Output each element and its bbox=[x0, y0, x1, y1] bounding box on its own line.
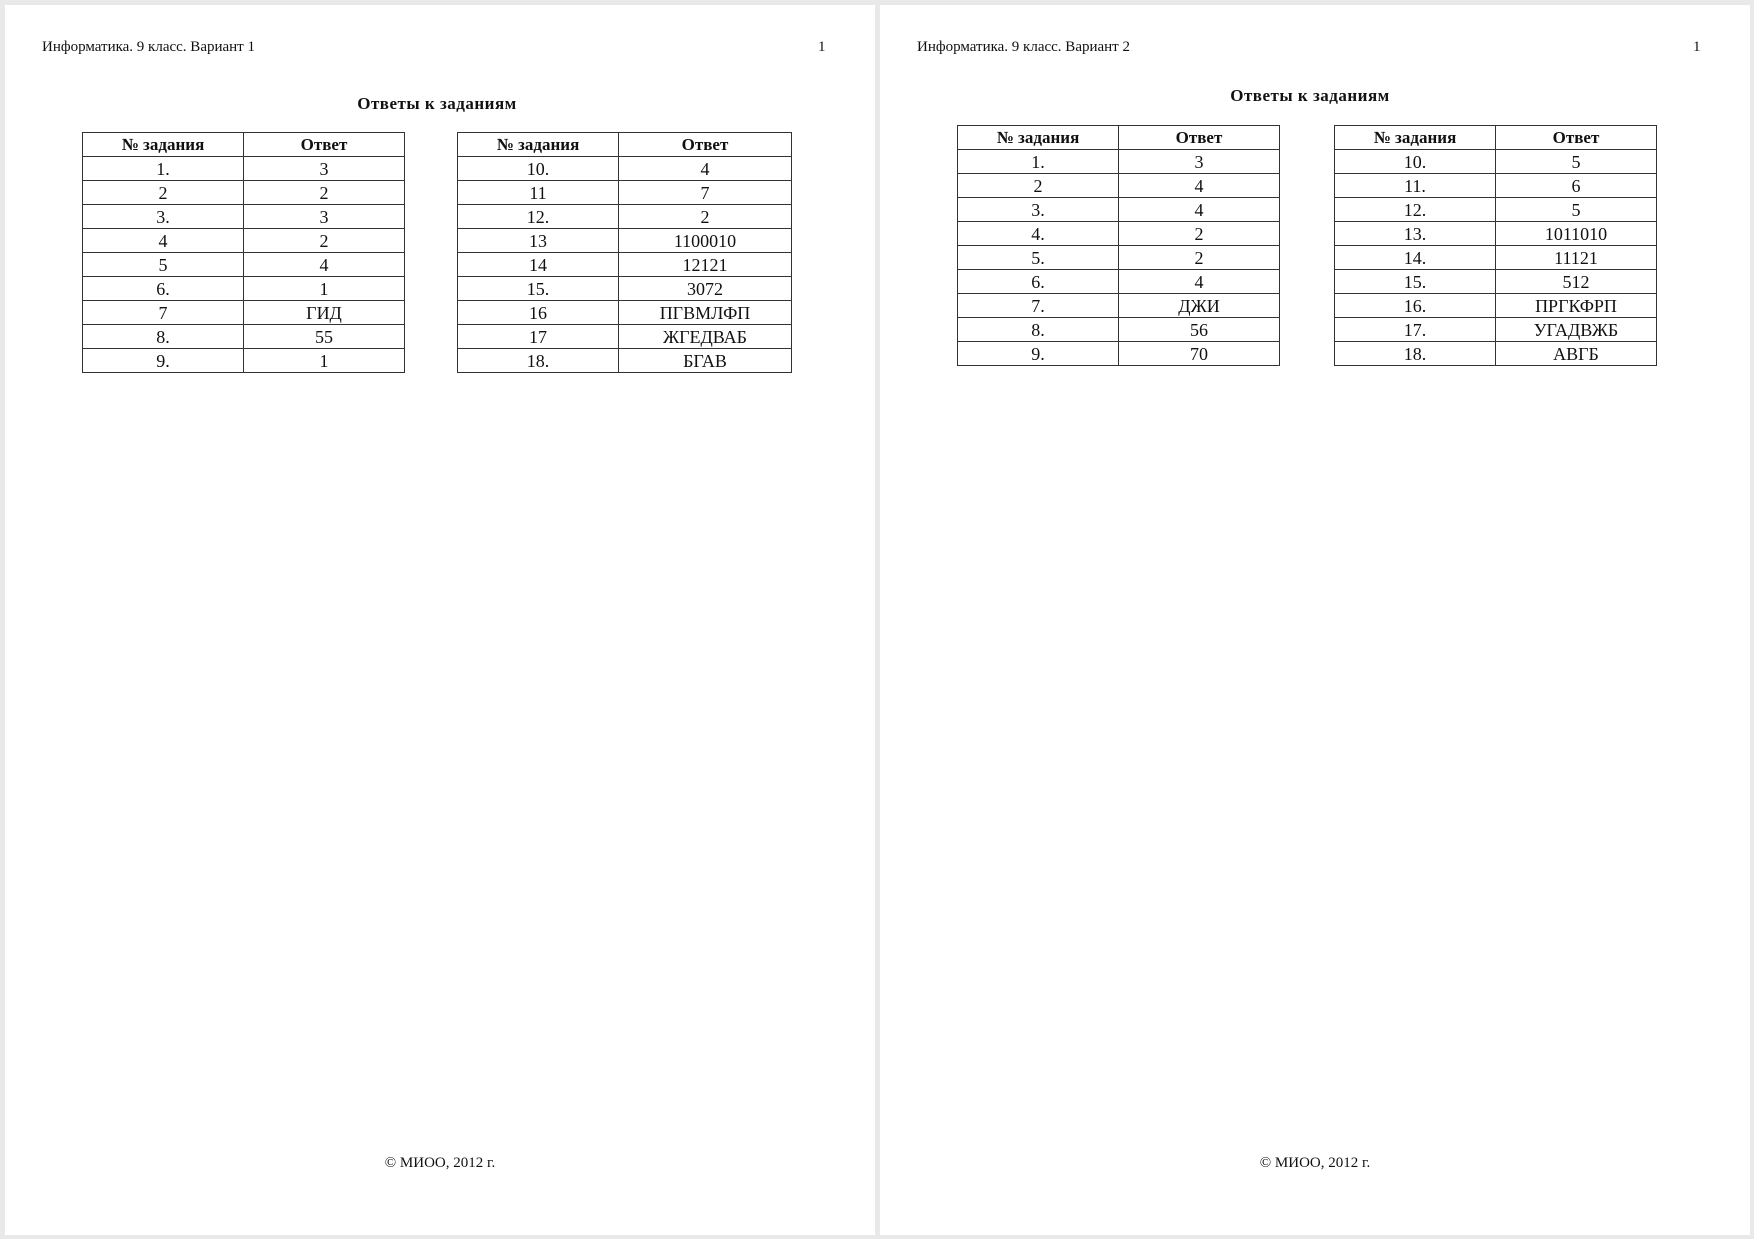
task-number-cell: 3. bbox=[958, 198, 1119, 222]
table-header-row bbox=[458, 133, 792, 157]
answer-cell: 70 bbox=[1119, 342, 1280, 366]
page-number: 1 bbox=[1693, 39, 1701, 55]
task-number-cell: 11 bbox=[458, 181, 619, 205]
task-number-cell: 15. bbox=[458, 277, 619, 301]
document-page-variant-1 bbox=[5, 5, 875, 1235]
answer-cell: 2 bbox=[619, 205, 792, 229]
page-number: 1 bbox=[818, 39, 826, 55]
task-number-cell: 8. bbox=[83, 325, 244, 349]
page-header-title: Информатика. 9 класс. Вариант 1 bbox=[42, 39, 255, 55]
answer-cell: 4 bbox=[1119, 174, 1280, 198]
answer-cell: АВГБ bbox=[1496, 342, 1657, 366]
answer-cell: 1011010 bbox=[1496, 222, 1657, 246]
task-number-cell: 13 bbox=[458, 229, 619, 253]
section-title: Ответы к заданиям bbox=[357, 94, 517, 113]
table-row bbox=[83, 229, 405, 253]
task-number-cell: 18. bbox=[458, 349, 619, 373]
table-row bbox=[958, 318, 1280, 342]
answer-cell: ДЖИ bbox=[1119, 294, 1280, 318]
table-row bbox=[458, 181, 792, 205]
task-number-cell: 16. bbox=[1335, 294, 1496, 318]
answer-cell: 3072 bbox=[619, 277, 792, 301]
task-number-cell: 6. bbox=[958, 270, 1119, 294]
answer-cell: УГАДВЖБ bbox=[1496, 318, 1657, 342]
answer-cell: 12121 bbox=[619, 253, 792, 277]
task-number-cell: 8. bbox=[958, 318, 1119, 342]
table-row bbox=[1335, 150, 1657, 174]
task-number-cell: 7. bbox=[958, 294, 1119, 318]
table-header-row bbox=[958, 126, 1280, 150]
table-row bbox=[458, 157, 792, 181]
table-row bbox=[958, 270, 1280, 294]
table-row bbox=[458, 229, 792, 253]
task-number-cell: 10. bbox=[1335, 150, 1496, 174]
column-header-task: № задания bbox=[958, 126, 1119, 150]
task-number-cell: 9. bbox=[83, 349, 244, 373]
answer-cell: 11121 bbox=[1496, 246, 1657, 270]
answers-table-left bbox=[957, 125, 1280, 366]
task-number-cell: 14. bbox=[1335, 246, 1496, 270]
task-number-cell: 5. bbox=[958, 246, 1119, 270]
table-row bbox=[1335, 174, 1657, 198]
answer-cell: 4 bbox=[619, 157, 792, 181]
task-number-cell: 17 bbox=[458, 325, 619, 349]
task-number-cell: 14 bbox=[458, 253, 619, 277]
answer-cell: 5 bbox=[1496, 150, 1657, 174]
column-header-answer: Ответ bbox=[1496, 126, 1657, 150]
task-number-cell: 2 bbox=[83, 181, 244, 205]
table-row bbox=[83, 205, 405, 229]
table-row bbox=[83, 301, 405, 325]
task-number-cell: 3. bbox=[83, 205, 244, 229]
answer-cell: 1 bbox=[244, 349, 405, 373]
task-number-cell: 5 bbox=[83, 253, 244, 277]
task-number-cell: 12. bbox=[458, 205, 619, 229]
table-row bbox=[1335, 294, 1657, 318]
document-page-variant-2 bbox=[880, 5, 1750, 1235]
task-number-cell: 2 bbox=[958, 174, 1119, 198]
table-row bbox=[83, 325, 405, 349]
table-row bbox=[958, 150, 1280, 174]
page-header-title: Информатика. 9 класс. Вариант 2 bbox=[917, 39, 1130, 55]
task-number-cell: 12. bbox=[1335, 198, 1496, 222]
answer-cell: ПРГКФРП bbox=[1496, 294, 1657, 318]
column-header-answer: Ответ bbox=[1119, 126, 1280, 150]
table-row bbox=[1335, 222, 1657, 246]
task-number-cell: 13. bbox=[1335, 222, 1496, 246]
table-row bbox=[1335, 198, 1657, 222]
answer-cell: ГИД bbox=[244, 301, 405, 325]
answer-cell: 2 bbox=[244, 181, 405, 205]
answer-cell: 4 bbox=[1119, 270, 1280, 294]
answer-cell: 3 bbox=[244, 157, 405, 181]
answers-table-left bbox=[82, 132, 405, 373]
answer-cell: ЖГЕДВАБ bbox=[619, 325, 792, 349]
answer-cell: 55 bbox=[244, 325, 405, 349]
table-row bbox=[958, 174, 1280, 198]
table-row bbox=[83, 181, 405, 205]
table-row bbox=[458, 349, 792, 373]
answer-cell: 2 bbox=[1119, 222, 1280, 246]
table-row bbox=[458, 325, 792, 349]
table-row bbox=[1335, 270, 1657, 294]
page-footer-copyright: © МИОО, 2012 г. bbox=[1259, 1155, 1371, 1171]
table-row bbox=[458, 205, 792, 229]
table-row bbox=[958, 198, 1280, 222]
answers-table-right bbox=[457, 132, 792, 373]
table-row bbox=[83, 349, 405, 373]
table-row bbox=[1335, 342, 1657, 366]
table-row bbox=[83, 157, 405, 181]
task-number-cell: 1. bbox=[958, 150, 1119, 174]
task-number-cell: 4. bbox=[958, 222, 1119, 246]
answer-cell: БГАВ bbox=[619, 349, 792, 373]
page-footer-copyright: © МИОО, 2012 г. bbox=[384, 1155, 496, 1171]
answer-cell: 7 bbox=[619, 181, 792, 205]
task-number-cell: 11. bbox=[1335, 174, 1496, 198]
table-row bbox=[958, 246, 1280, 270]
task-number-cell: 18. bbox=[1335, 342, 1496, 366]
task-number-cell: 16 bbox=[458, 301, 619, 325]
table-row bbox=[958, 222, 1280, 246]
section-title: Ответы к заданиям bbox=[1230, 86, 1390, 105]
column-header-task: № задания bbox=[1335, 126, 1496, 150]
answer-cell: ПГВМЛФП bbox=[619, 301, 792, 325]
column-header-task: № задания bbox=[83, 133, 244, 157]
task-number-cell: 15. bbox=[1335, 270, 1496, 294]
table-row bbox=[458, 253, 792, 277]
answer-cell: 512 bbox=[1496, 270, 1657, 294]
table-row bbox=[1335, 246, 1657, 270]
answers-table-right bbox=[1334, 125, 1657, 366]
answer-cell: 6 bbox=[1496, 174, 1657, 198]
table-row bbox=[83, 277, 405, 301]
answer-cell: 2 bbox=[244, 229, 405, 253]
task-number-cell: 10. bbox=[458, 157, 619, 181]
answer-cell: 4 bbox=[1119, 198, 1280, 222]
table-header-row bbox=[1335, 126, 1657, 150]
table-row bbox=[958, 294, 1280, 318]
answer-cell: 1 bbox=[244, 277, 405, 301]
answer-cell: 3 bbox=[1119, 150, 1280, 174]
task-number-cell: 1. bbox=[83, 157, 244, 181]
table-header-row bbox=[83, 133, 405, 157]
answer-cell: 2 bbox=[1119, 246, 1280, 270]
answer-cell: 56 bbox=[1119, 318, 1280, 342]
task-number-cell: 17. bbox=[1335, 318, 1496, 342]
answer-cell: 1100010 bbox=[619, 229, 792, 253]
table-row bbox=[958, 342, 1280, 366]
answer-cell: 3 bbox=[244, 205, 405, 229]
table-row bbox=[458, 277, 792, 301]
column-header-answer: Ответ bbox=[244, 133, 405, 157]
column-header-answer: Ответ bbox=[619, 133, 792, 157]
answer-cell: 4 bbox=[244, 253, 405, 277]
task-number-cell: 9. bbox=[958, 342, 1119, 366]
column-header-task: № задания bbox=[458, 133, 619, 157]
task-number-cell: 4 bbox=[83, 229, 244, 253]
table-row bbox=[1335, 318, 1657, 342]
table-row bbox=[83, 253, 405, 277]
task-number-cell: 7 bbox=[83, 301, 244, 325]
answer-cell: 5 bbox=[1496, 198, 1657, 222]
task-number-cell: 6. bbox=[83, 277, 244, 301]
table-row bbox=[458, 301, 792, 325]
